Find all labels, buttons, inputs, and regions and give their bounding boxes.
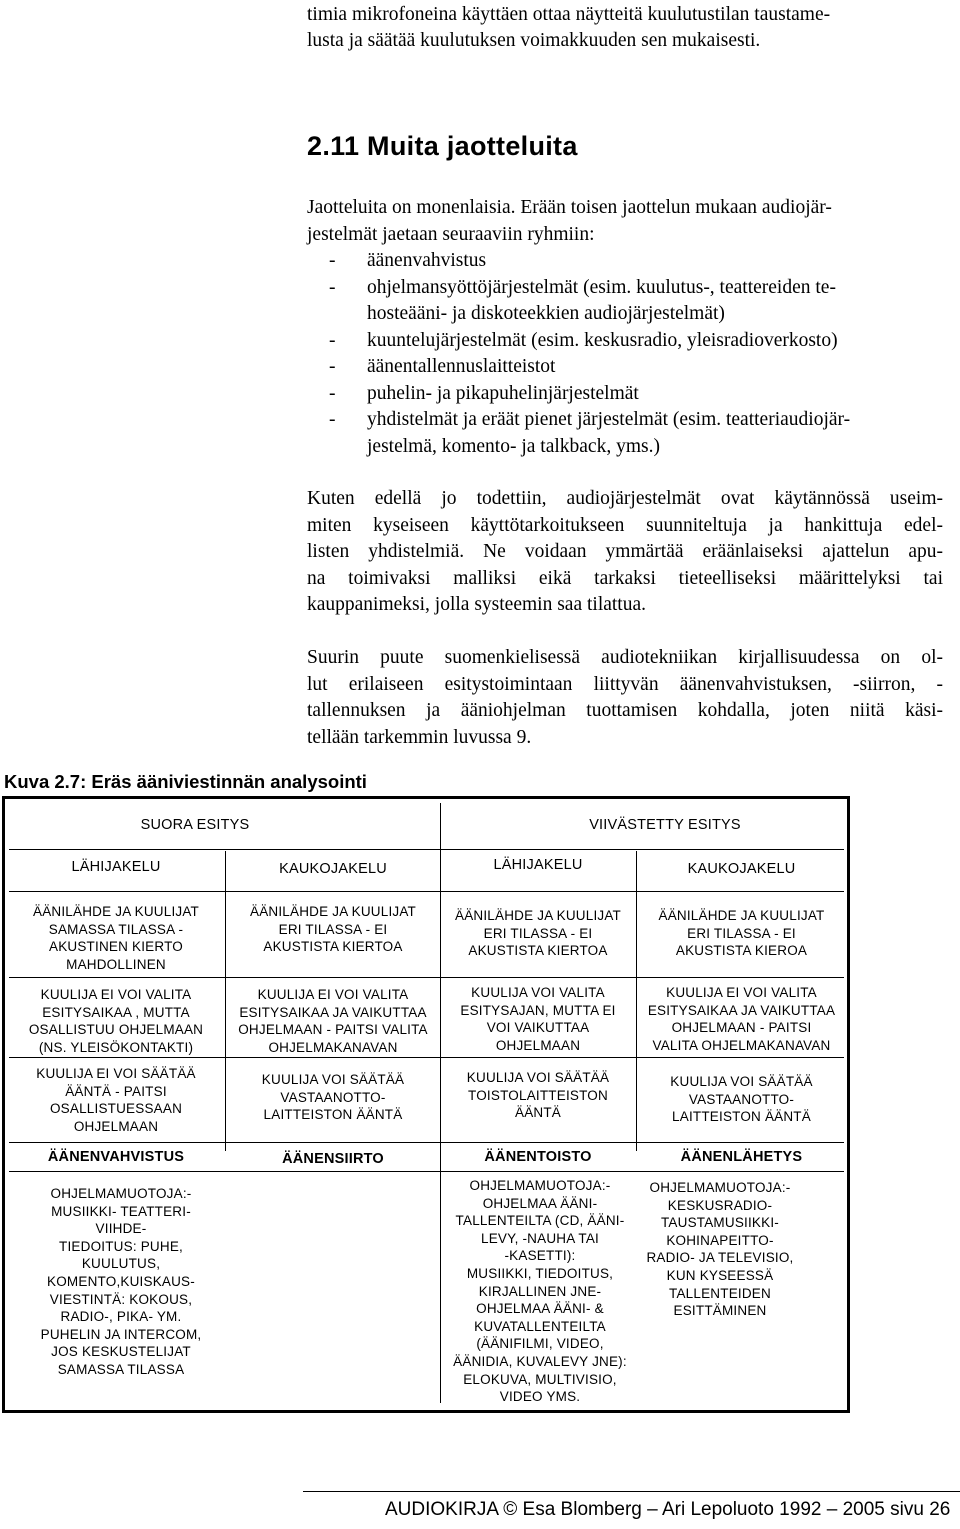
list-item-text: kuuntelujärjestelmät (esim. keskusradio, yleisradioverkosto): [367, 329, 838, 351]
list-item: [307, 354, 943, 381]
text-line: Suurin puute suomenkielisessä audiotekniikan kirjallisuudessa on ol-: [307, 647, 943, 668]
list-bullet: -: [329, 356, 336, 377]
list-item-text: puhelin- ja pikapuhelinjärjestelmät: [367, 382, 639, 404]
figure-cell: ÄÄNILÄHDE JA KUULIJAT ERI TILASSA - EI AKUSTISTA KIERTOA: [455, 908, 621, 959]
grid-line: [225, 851, 226, 1151]
figure-cell: ÄÄNILÄHDE JA KUULIJAT ERI TILASSA - EI AKUSTISTA KIEROA: [658, 908, 825, 959]
text-line: lut erilaiseen esitystoimintaan liittyvän äänenvahvistuksen, -siirron, -: [307, 673, 943, 695]
list-item: [307, 407, 943, 434]
text-line: Jaotteluita on monenlaisia. Erään toisen jaottelun mukaan audiojär-: [307, 197, 832, 218]
list-bullet: -: [329, 382, 336, 404]
figure-cell: KUULIJA EI VOI SÄÄTÄÄ ÄÄNTÄ - PAITSI OSALLISTUESSAAN OHJELMAAN: [36, 1066, 196, 1134]
list-bullet: -: [329, 409, 336, 430]
figure-cell: KUULIJA VOI VALITA ESITYSAJAN, MUTTA EI VOI VAIKUTTAA OHJELMAAN: [460, 985, 616, 1053]
grid-line: [9, 1171, 844, 1172]
grid-line: [9, 1057, 844, 1058]
text-line: Kuten edellä jo todettiin, audiojärjestelmät ovat käytännössä useim-: [307, 488, 943, 509]
list-item: [307, 275, 943, 302]
section-intro-paragraph: [307, 195, 943, 460]
figure-cell: KUULIJA EI VOI VALITA ESITYSAIKAA JA VAIKUTTAA OHJELMAAN - PAITSI VALITA OHJELMAKANAVAN: [238, 987, 428, 1055]
list-item: [307, 381, 943, 408]
figure-subheader: LÄHIJAKELU: [71, 859, 161, 875]
text-line: miten kyseiseen käyttötarkoitukseen suunniteltuja ja hankittuja edel-: [307, 514, 943, 536]
text-line: tellään tarkemmin luvussa 9.: [307, 726, 532, 748]
figure-cell: ÄÄNILÄHDE JA KUULIJAT ERI TILASSA - EI AKUSTISTA KIERTOA: [250, 904, 416, 955]
list-bullet: -: [329, 250, 336, 271]
figure-subheader: KAUKOJAKELU: [279, 861, 387, 877]
figure-cell: OHJELMAMUOTOJA:- OHJELMAA ÄÄNI- TALLENTEILTA (CD, ÄÄNI- LEVY, -NAUHA TAI -KASETTI): MUSIIKKI, TIEDOITUS, KIRJALLINEN JNE- OHJELMAA ÄÄNI- & KUVATALLENTEILTA (ÄÄNIFILMI, VIDEO, ÄÄNIDIA, KUVALEVY JNE): ELOKUVA, MULTIVISIO, VIDEO YMS.: [453, 1178, 627, 1405]
paragraph: [307, 645, 943, 751]
list-item: [307, 328, 943, 355]
grid-line: [440, 803, 441, 1403]
grid-line: [9, 849, 844, 850]
text-line: listen yhdistelmiä. Ne voidaan ymmärtää eräänlaiseksi ajattelun apu-: [307, 541, 943, 562]
figure-cell: ÄÄNILÄHDE JA KUULIJAT SAMASSA TILASSA - AKUSTINEN KIERTO MAHDOLLINEN: [33, 904, 199, 972]
intro-paragraph: [307, 2, 943, 54]
figure-category: ÄÄNENTOISTO: [484, 1149, 592, 1165]
grid-line: [9, 977, 844, 978]
figure-cell: KUULIJA VOI SÄÄTÄÄ VASTAANOTTO- LAITTEISTON ÄÄNTÄ: [261, 1072, 405, 1123]
figure-cell: OHJELMAMUOTOJA:- KESKUSRADIO- TAUSTAMUSIIKKI- KOHINAPEITTO- RADIO- JA TELEVISIO, KUN KYSEESSÄ TALLENTEIDEN ESITTÄMINEN: [646, 1180, 794, 1319]
list-item-text: äänentallennuslaitteistot: [367, 356, 556, 377]
figure-category: ÄÄNENVAHVISTUS: [47, 1149, 185, 1165]
figure-cell: KUULIJA EI VOI VALITA ESITYSAIKAA JA VAIKUTTAA OHJELMAAN - PAITSI VALITA OHJELMAKANAVAN: [647, 985, 836, 1053]
figure-cell: KUULIJA EI VOI VALITA ESITYSAIKAA , MUTTA OSALLISTUU OHJELMAAN (NS. YLEISÖKONTAKTI): [28, 987, 204, 1055]
grid-line: [636, 851, 637, 1151]
figure-cell: OHJELMAMUOTOJA:- MUSIIKKI- TEATTERI- VIIHDE- TIEDOITUS: PUHE, KUULUTUS, KOMENTO,KUISKAUS- VIESTINTÄ: KOKOUS, RADIO-, PIKA- YM. PUHELIN JA INTERCOM, JOS KESKUSTELIJAT SAMASSA TILASSA: [40, 1186, 202, 1377]
figure-category: ÄÄNENLÄHETYS: [680, 1149, 803, 1165]
list-item: [307, 248, 943, 275]
figure-cell: KUULIJA VOI SÄÄTÄÄ VASTAANOTTO- LAITTEISTON ÄÄNTÄ: [670, 1074, 813, 1125]
audio-communication-analysis-figure: [2, 796, 850, 1413]
list-bullet: -: [329, 329, 336, 351]
footer-divider: [303, 1491, 960, 1492]
section-heading: 2.11 Muita jaotteluita: [307, 131, 578, 161]
list-item-continuation: jestelmä, komento- ja talkback, yms.): [367, 435, 660, 457]
figure-subheader: KAUKOJAKELU: [687, 861, 796, 877]
grid-line: [9, 1142, 844, 1143]
text-line: kauppanimeksi, jolla systeemin saa tilattua.: [307, 594, 647, 615]
list-item-text: äänenvahvistus: [367, 250, 487, 271]
list-bullet: -: [329, 276, 336, 298]
figure-header-direct: SUORA ESITYS: [140, 817, 250, 833]
grid-line: [9, 891, 844, 892]
text-line: na toimivaksi malliksi eikä tarkaksi tieteelliseksi määrittelyksi tai: [307, 567, 943, 589]
list-item-text: yhdistelmät ja eräät pienet järjestelmät (esim. teatteriaudiojär-: [367, 409, 851, 430]
text-line: lusta ja säätää kuulutuksen voimakkuuden sen mukaisesti.: [307, 30, 761, 51]
paragraph: [307, 486, 943, 619]
text-line: tallennuksen ja ääniohjelman tuottamisen kohdalla, joten niitä käsi-: [307, 700, 943, 721]
page-footer: AUDIOKIRJA © Esa Blomberg – Ari Lepoluoto 1992 – 2005 sivu 26: [385, 1499, 951, 1520]
figure-subheader: LÄHIJAKELU: [493, 857, 583, 873]
text-line: jestelmät jaetaan seuraaviin ryhmiin:: [307, 223, 595, 245]
list-item-text: ohjelmansyöttöjärjestelmät (esim. kuulutus-, teattereiden te-: [367, 276, 836, 298]
figure-cell: KUULIJA VOI SÄÄTÄÄ TOISTOLAITTEISTON ÄÄNTÄ: [466, 1070, 610, 1121]
figure-header-delayed: VIIVÄSTETTY ESITYS: [589, 817, 741, 833]
text-line: timia mikrofoneina käyttäen ottaa näytteitä kuulutustilan taustame-: [307, 4, 831, 25]
figure-caption: Kuva 2.7: Eräs ääniviestinnän analysointi: [4, 771, 367, 792]
figure-category: ÄÄNENSIIRTO: [282, 1151, 384, 1167]
list-item-continuation: hosteääni- ja diskoteekkien audiojärjestelmät): [367, 303, 725, 324]
